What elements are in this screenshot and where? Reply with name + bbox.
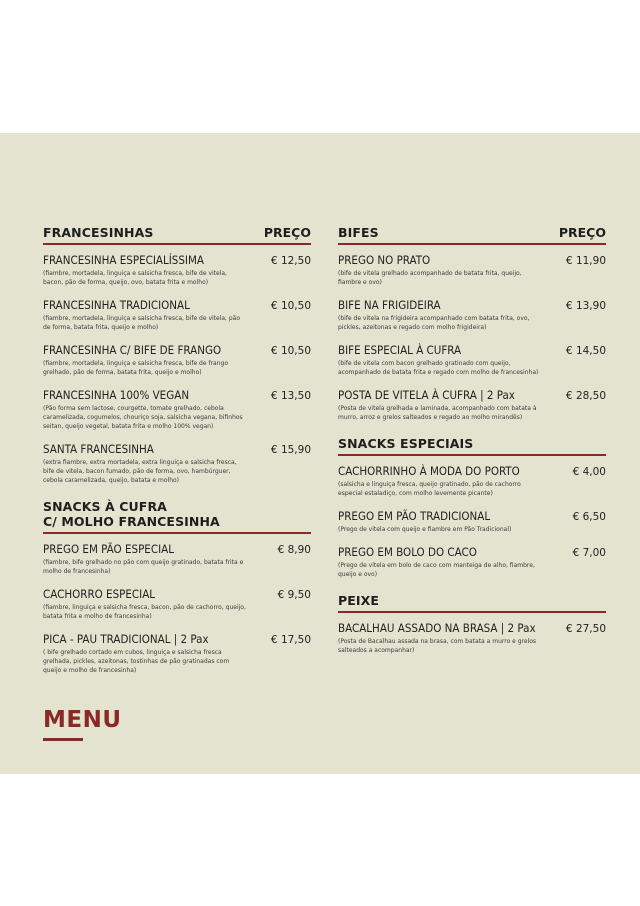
item-list — [338, 253, 606, 422]
menu-item — [338, 388, 606, 422]
item-list — [338, 464, 606, 579]
section-header — [338, 593, 606, 613]
item-description: (fiambre, mortadela, linguiça e salsicha fresca, bife de vitela, pão de forma, batata frita, queijo e molho) — [43, 315, 241, 331]
item-name: FRANCESINHA C/ BIFE DE FRANGO — [43, 343, 222, 357]
item-price: € 12,50 — [270, 255, 311, 267]
item-price: € 28,50 — [565, 390, 606, 402]
item-name: PREGO EM PÃO TRADICIONAL — [338, 509, 491, 523]
item-name: SANTA FRANCESINHA — [43, 442, 154, 456]
item-description: (Pão forma sem lactose, courgette, tomate grelhado, cebola caramelizada, cogumelos, chouriço soja, salsicha vegana, bifinhos seitan, queijo vegetal, batata frita e molho 100% vegan) — [43, 405, 243, 430]
item-list — [43, 542, 311, 675]
menu-item — [43, 298, 311, 332]
section-header — [338, 436, 606, 456]
item-name: PREGO EM BOLO DO CACO — [338, 545, 477, 559]
section-title — [43, 499, 220, 529]
section-title: BIFES — [338, 225, 379, 240]
section-title: PEIXE — [338, 593, 380, 608]
item-name: CACHORRINHO À MODA DO PORTO — [338, 464, 520, 478]
item-price: € 10,50 — [270, 300, 311, 312]
item-price: € 13,90 — [565, 300, 606, 312]
item-description: (Prego de vitela em bolo de caco com manteiga de alho, fiambre, queijo e ovo) — [338, 562, 535, 578]
item-price: € 14,50 — [565, 345, 606, 357]
item-price: € 15,90 — [270, 444, 311, 456]
item-name: BIFE NA FRIGIDEIRA — [338, 298, 441, 312]
item-description: (bife de vitela na frigideira acompanhado com batata frita, ovo, pickles, azeitonas e regado com molho frigideira) — [338, 315, 530, 331]
section-snacks-especiais — [338, 436, 606, 579]
item-description: (salsicha e linguiça fresca, queijo gratinado, pão de cachorro especial estaladiço, com molho levemente picante) — [338, 481, 521, 497]
item-name: PREGO EM PÃO ESPECIAL — [43, 542, 174, 556]
menu-panel — [0, 133, 640, 774]
item-description: (bife de vitela com bacon grelhado gratinado com queijo, acompanhado de batata frita e regado com molho de francesinha) — [338, 360, 539, 376]
item-name: POSTA DE VITELA À CUFRA | 2 Pax — [338, 388, 515, 402]
item-description: (bife de vitela grelhado acompanhado de batata frita, queijo, fiambre e ovo) — [338, 270, 522, 286]
section-title-line: C/ MOLHO FRANCESINHA — [43, 514, 220, 529]
item-price: € 4,00 — [572, 466, 606, 478]
item-list — [43, 253, 311, 485]
menu-item — [43, 587, 311, 621]
item-price: € 27,50 — [565, 623, 606, 635]
item-price: € 13,50 — [270, 390, 311, 402]
item-name: FRANCESINHA ESPECIALÍSSIMA — [43, 253, 204, 267]
item-description: ( bife grelhado cortado em cubos, linguiça e salsicha fresca grelhada, pickles, azeitonas, tostinhas de pão gratinadas com queijo e molho de francesinha) — [43, 649, 230, 674]
menu-item — [43, 388, 311, 431]
right-column — [338, 225, 606, 667]
item-description: (Posta de Bacalhau assada na brasa, com batata a murro e grelos salteados a acompanhar) — [338, 638, 537, 654]
menu-logo-underline — [43, 738, 83, 741]
item-name: PICA - PAU TRADICIONAL | 2 Pax — [43, 632, 209, 646]
section-header — [43, 225, 311, 245]
menu-item — [43, 542, 311, 576]
menu-item — [43, 253, 311, 287]
item-description: (fiambre, mortadela, linguiça e salsicha fresca, bife de vitela, bacon, pão de forma, queijo, ovo, batata frita e molho) — [43, 270, 227, 286]
item-price: € 8,90 — [277, 544, 311, 556]
item-price: € 9,50 — [277, 589, 311, 601]
menu-item — [338, 621, 606, 655]
section-header — [338, 225, 606, 245]
price-header: PREÇO — [558, 225, 606, 240]
menu-item — [338, 343, 606, 377]
item-name: FRANCESINHA TRADICIONAL — [43, 298, 190, 312]
item-list — [338, 621, 606, 655]
menu-item — [338, 545, 606, 579]
item-description: (extra fiambre, extra mortadela, extra linguiça e salsicha fresca, bife de vitela, bacon fumado, pão de forma, ovo, hambúrguer, cebola caramelizada, queijo, batata e molho) — [43, 459, 237, 484]
section-snacks-cufra — [43, 499, 311, 675]
menu-item — [43, 632, 311, 675]
item-description: (Posta de vitela grelhada e laminada, acompanhado com batata à murro, arroz e grelos salteados e regado ao molho mirandês) — [338, 405, 537, 421]
section-title: SNACKS ESPECIAIS — [338, 436, 474, 451]
menu-item — [338, 464, 606, 498]
item-name: FRANCESINHA 100% VEGAN — [43, 388, 190, 402]
item-price: € 10,50 — [270, 345, 311, 357]
section-peixe — [338, 593, 606, 655]
menu-item — [338, 253, 606, 287]
section-title: FRANCESINHAS — [43, 225, 154, 240]
item-price: € 7,00 — [572, 547, 606, 559]
item-price: € 17,50 — [270, 634, 311, 646]
section-francesinhas — [43, 225, 311, 485]
menu-item — [338, 298, 606, 332]
item-name: CACHORRO ESPECIAL — [43, 587, 156, 601]
item-name: BIFE ESPECIAL À CUFRA — [338, 343, 462, 357]
price-header: PREÇO — [263, 225, 311, 240]
menu-item — [338, 509, 606, 534]
menu-item — [43, 343, 311, 377]
item-description: (fiambre, mortadela, linguiça e salsicha fresca, bife de frango grelhado, pão de forma, batata frita, queijo e molho) — [43, 360, 228, 376]
item-price: € 6,50 — [572, 511, 606, 523]
menu-logo: MENU — [43, 707, 122, 733]
item-price: € 11,90 — [565, 255, 606, 267]
item-description: (Prego de vitela com queijo e fiambre em Pão Tradicional) — [338, 526, 512, 533]
section-header — [43, 499, 311, 534]
left-column — [43, 225, 311, 687]
item-name: BACALHAU ASSADO NA BRASA | 2 Pax — [338, 621, 536, 635]
item-description: (fiambre, bife grelhado no pão com queijo gratinado, batata frita e molho de francesinha) — [43, 559, 244, 575]
item-description: (fiambre, linguiça e salsicha fresca, bacon, pão de cachorro, queijo, batata frita e molho de francesinha) — [43, 604, 246, 620]
section-bifes — [338, 225, 606, 422]
item-name: PREGO NO PRATO — [338, 253, 431, 267]
menu-item — [43, 442, 311, 485]
section-title-line: SNACKS À CUFRA — [43, 499, 167, 514]
